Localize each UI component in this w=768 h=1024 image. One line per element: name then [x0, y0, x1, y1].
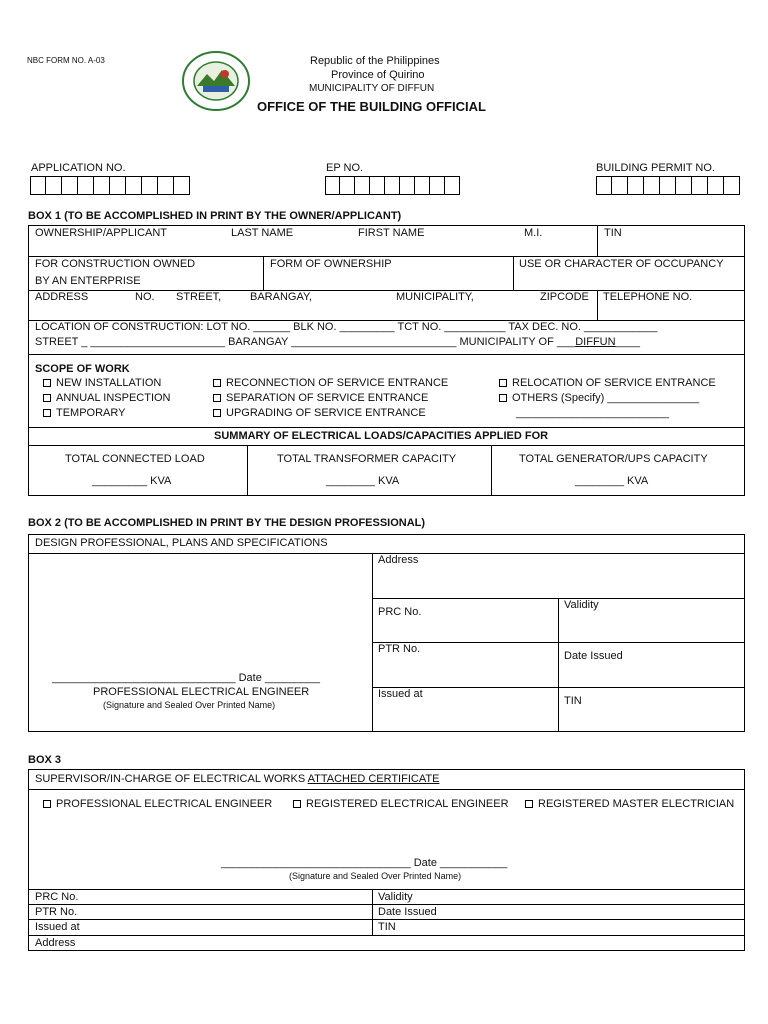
supervisor-prc-label: PRC No.: [35, 891, 79, 903]
connected-load-kva[interactable]: _________ KVA: [92, 475, 172, 487]
opt-registered-me[interactable]: REGISTERED MASTER ELECTRICIAN: [525, 799, 734, 810]
municipal-seal: [181, 50, 251, 112]
building-permit-no-boxes[interactable]: [596, 176, 740, 195]
use-occupancy-label: USE OR CHARACTER OF OCCUPANCY: [519, 258, 724, 270]
checkbox-icon: [43, 800, 51, 808]
supervisor-sign-line[interactable]: _______________________________ Date ___________: [221, 857, 508, 869]
design-prc-label: PRC No.: [378, 606, 422, 618]
tin-label: TIN: [604, 227, 622, 239]
checkbox-icon: [525, 800, 533, 808]
address-label: ADDRESS: [35, 291, 89, 303]
supervisor-address-label: Address: [35, 937, 76, 949]
design-role: PROFESSIONAL ELECTRICAL ENGINEER: [93, 686, 310, 698]
design-issued-at-label: Issued at: [378, 688, 423, 700]
ep-no-boxes[interactable]: [325, 176, 460, 195]
scope-temporary[interactable]: TEMPORARY: [43, 408, 125, 419]
box3-title: BOX 3: [28, 754, 62, 766]
scope-upgrading[interactable]: UPGRADING OF SERVICE ENTRANCE: [213, 408, 426, 419]
supervisor-sign-note: (Signature and Sealed Over Printed Name): [289, 871, 462, 881]
checkbox-icon: [43, 379, 51, 387]
location-line-2: STREET _ ______________________ BARANGAY ___________________________ MUNICIPALITY OF ___DIFFUN____: [35, 336, 641, 348]
checkbox-icon: [499, 394, 507, 402]
checkbox-icon: [43, 394, 51, 402]
form-number: NBC FORM NO. A-03: [27, 56, 105, 65]
checkbox-icon: [499, 379, 507, 387]
design-address-label: Address: [378, 554, 419, 566]
checkbox-icon: [213, 409, 221, 417]
enterprise-label-1: FOR CONSTRUCTION OWNED: [35, 258, 196, 270]
supervisor-header: SUPERVISOR/IN-CHARGE OF ELECTRICAL WORKS ATTACHED CERTIFICATE: [35, 773, 440, 785]
checkbox-icon: [43, 409, 51, 417]
application-no-label: APPLICATION NO.: [31, 162, 126, 174]
scope-others[interactable]: OTHERS (Specify) _______________: [499, 393, 699, 404]
supervisor-ptr-label: PTR No.: [35, 906, 78, 918]
address-barangay-label: BARANGAY,: [250, 291, 312, 303]
ep-no-label: EP NO.: [326, 162, 364, 174]
enterprise-label-2: BY AN ENTERPRISE: [35, 275, 141, 287]
checkbox-icon: [213, 394, 221, 402]
design-sign-note: (Signature and Sealed Over Printed Name): [103, 700, 276, 710]
opt-professional-ee[interactable]: PROFESSIONAL ELECTRICAL ENGINEER: [43, 799, 272, 810]
scope-new-installation[interactable]: NEW INSTALLATION: [43, 378, 161, 389]
scope-relocation[interactable]: RELOCATION OF SERVICE ENTRANCE: [499, 378, 716, 389]
zipcode-label: ZIPCODE: [540, 291, 589, 303]
address-municipality-label: MUNICIPALITY,: [396, 291, 474, 303]
connected-load-label: TOTAL CONNECTED LOAD: [65, 453, 205, 465]
header-municipality: MUNICIPALITY OF DIFFUN: [309, 83, 435, 94]
opt-registered-ee[interactable]: REGISTERED ELECTRICAL ENGINEER: [293, 799, 509, 810]
building-permit-no-label: BUILDING PERMIT NO.: [596, 162, 715, 174]
address-no-label: NO.: [135, 291, 155, 303]
form-of-ownership-label: FORM OF OWNERSHIP: [270, 258, 392, 270]
generator-capacity-kva[interactable]: ________ KVA: [575, 475, 649, 487]
last-name-label: LAST NAME: [231, 227, 294, 239]
transformer-capacity-kva[interactable]: ________ KVA: [326, 475, 400, 487]
application-no-boxes[interactable]: [30, 176, 190, 195]
box2-title: BOX 2 (TO BE ACCOMPLISHED IN PRINT BY THE DESIGN PROFESSIONAL): [28, 517, 426, 529]
design-ptr-label: PTR No.: [378, 643, 421, 655]
supervisor-validity-label: Validity: [378, 891, 413, 903]
scope-separation[interactable]: SEPARATION OF SERVICE ENTRANCE: [213, 393, 428, 404]
header-office: OFFICE OF THE BUILDING OFFICIAL: [257, 99, 486, 114]
address-street-label: STREET,: [176, 291, 222, 303]
design-date-issued-label: Date Issued: [564, 650, 623, 662]
supervisor-date-issued-label: Date Issued: [378, 906, 437, 918]
header-republic: Republic of the Philippines: [310, 55, 440, 67]
scope-title: SCOPE OF WORK: [35, 363, 130, 375]
ownership-label: OWNERSHIP/APPLICANT: [35, 227, 168, 239]
box1-title: BOX 1 (TO BE ACCOMPLISHED IN PRINT BY THE OWNER/APPLICANT): [28, 210, 402, 222]
design-sign-line[interactable]: ______________________________ Date _________: [52, 672, 320, 684]
location-municipality-value: DIFFUN: [575, 336, 616, 348]
scope-annual-inspection[interactable]: ANNUAL INSPECTION: [43, 393, 171, 404]
checkbox-icon: [213, 379, 221, 387]
summary-title: SUMMARY OF ELECTRICAL LOADS/CAPACITIES APPLIED FOR: [214, 430, 549, 442]
transformer-capacity-label: TOTAL TRANSFORMER CAPACITY: [277, 453, 457, 465]
design-validity-label: Validity: [564, 599, 599, 611]
supervisor-issued-at-label: Issued at: [35, 921, 80, 933]
telephone-label: TELEPHONE NO.: [603, 291, 693, 303]
scope-reconnection[interactable]: RECONNECTION OF SERVICE ENTRANCE: [213, 378, 448, 389]
location-line-1: LOCATION OF CONSTRUCTION: LOT NO. ______ BLK NO. _________ TCT NO. __________ TAX DEC. NO. ____________: [35, 321, 658, 333]
design-professional-header: DESIGN PROFESSIONAL, PLANS AND SPECIFICATIONS: [35, 537, 328, 549]
generator-capacity-label: TOTAL GENERATOR/UPS CAPACITY: [519, 453, 708, 465]
first-name-label: FIRST NAME: [358, 227, 425, 239]
header-province: Province of Quirino: [331, 69, 425, 81]
scope-others-line[interactable]: _________________________: [516, 407, 669, 419]
checkbox-icon: [293, 800, 301, 808]
design-tin-label: TIN: [564, 695, 582, 707]
mi-label: M.I.: [524, 227, 543, 239]
supervisor-tin-label: TIN: [378, 921, 396, 933]
